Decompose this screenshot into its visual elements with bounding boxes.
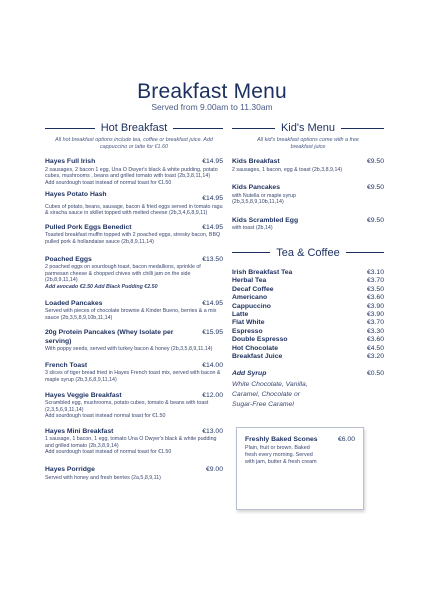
item-name: 20g Protein Pancakes (Whey Isolate per serving) bbox=[45, 329, 174, 345]
menu-item bbox=[45, 158, 223, 186]
item-addon: Add sourdough toast instead normal toast for €1.50 bbox=[45, 413, 166, 420]
item-addon: Add sourdough toast instead of normal toast for €1.50 bbox=[45, 449, 172, 456]
drink-name: Decaf Coffee bbox=[232, 285, 274, 293]
drink-name: Herbal Tea bbox=[232, 277, 267, 285]
syrup-name: Add Syrup bbox=[232, 370, 267, 378]
item-price: €14.95 bbox=[202, 223, 223, 231]
item-description: with Nutella or maple syrup (2b,3,5,8,9,10b,11,14) bbox=[232, 192, 296, 206]
item-name: Hayes Veggie Breakfast bbox=[45, 391, 122, 399]
drink-name: Espresso bbox=[232, 327, 263, 335]
divider bbox=[45, 128, 95, 129]
item-description: With poppy seeds, served with turkey bacon & honey (2b,3,5,8,9,11,14) bbox=[45, 346, 213, 353]
item-price: €9.00 bbox=[205, 466, 223, 474]
drink-row bbox=[232, 269, 384, 277]
item-description: 2 sausages, 2 bacon 1 egg, Una O Dwyer's black & white pudding, potato cubes, mushrooms , beans and grilled tomato with toast (2b,3,8,11,14) bbox=[45, 166, 218, 180]
drink-row bbox=[232, 328, 384, 336]
hot-breakfast-section bbox=[45, 121, 223, 481]
item-price: €9.50 bbox=[366, 184, 384, 192]
drink-name: Breakfast Juice bbox=[232, 352, 283, 360]
drink-row bbox=[232, 336, 384, 344]
item-name: Pulled Pork Eggs Benedict bbox=[45, 223, 132, 231]
menu-item bbox=[45, 392, 223, 420]
drinks-list bbox=[232, 269, 384, 361]
kids-menu-section bbox=[232, 121, 384, 410]
menu-item bbox=[45, 362, 223, 384]
drink-name: Americano bbox=[232, 294, 268, 302]
drink-name: Latte bbox=[232, 310, 249, 318]
item-name: French Toast bbox=[45, 361, 88, 369]
item-description: 2 poached eggs on sourdough toast, bacon medallions, sprinkle of parmesan cheese & chopped chives with chilli jam on the side (2b,8,9,11,14) bbox=[45, 264, 201, 284]
menu-item bbox=[232, 217, 384, 232]
hot-breakfast-note: All hot breakfast options include tea, coffee or breakfast juice. Add cappuccino or latte for €1.60 bbox=[55, 137, 213, 150]
drink-price: €3.10 bbox=[366, 268, 384, 276]
drink-row bbox=[232, 286, 384, 294]
divider bbox=[232, 128, 275, 129]
item-addon: Add sourdough toast instead of normal toast for €1.50 bbox=[45, 179, 172, 186]
section-title: Kid's Menu bbox=[280, 122, 336, 134]
item-name: Kids Breakfast bbox=[232, 158, 280, 165]
item-price: €13.00 bbox=[202, 427, 223, 435]
item-name: Hayes Full Irish bbox=[45, 158, 96, 165]
drink-name: Double Espresso bbox=[232, 336, 288, 344]
item-price: €14.95 bbox=[202, 195, 223, 203]
drink-price: €3.50 bbox=[366, 285, 384, 293]
page-title: Breakfast Menu bbox=[137, 80, 287, 103]
scone-description: Plain, fruit or brown. Baked fresh every morning. Served with jam, butter & fresh cream bbox=[245, 445, 317, 466]
drink-price: €3.60 bbox=[366, 294, 384, 302]
item-price: €12.00 bbox=[202, 391, 223, 399]
syrup-flavours: White Chocolate, Vanilla, Caramel, Chocolate or Sugar-Free Caramel bbox=[232, 380, 308, 408]
item-description: with toast (2b,14) bbox=[232, 225, 273, 232]
section-title: Tea & Coffee bbox=[276, 246, 340, 259]
drink-row bbox=[232, 303, 384, 311]
item-name: Hayes Potato Hash bbox=[45, 191, 107, 199]
drink-price: €3.20 bbox=[366, 352, 384, 360]
drink-row bbox=[232, 311, 384, 319]
drink-row bbox=[232, 277, 384, 285]
item-price: €14.95 bbox=[202, 158, 223, 165]
item-name: Loaded Pancakes bbox=[45, 299, 103, 307]
item-name: Kids Pancakes bbox=[232, 184, 280, 192]
item-name: Hayes Mini Breakfast bbox=[45, 427, 114, 435]
menu-item bbox=[45, 329, 223, 353]
section-title: Hot Breakfast bbox=[100, 122, 168, 134]
menu-item bbox=[45, 256, 223, 291]
drink-name: Cappuccino bbox=[232, 302, 271, 310]
item-description: Toasted breakfast muffin topped with 2 poached eggs, stresky bacon, BBQ pulled pork & hollandaise sauce (2b,8,9,11,14) bbox=[45, 232, 221, 246]
menu-item bbox=[45, 191, 223, 217]
item-name: Kids Scrambled Egg bbox=[232, 216, 299, 224]
item-description: Cubes of potato, beans, sausage, bacon & fried eggs served in tomato ragu & siracha sauce in skillet topped with melted cheese (2b,3,4,6,8,9,11) bbox=[45, 203, 223, 217]
divider bbox=[232, 252, 270, 253]
kids-menu-note: All kid's breakfast options come with a free breakfast juice bbox=[257, 137, 359, 150]
drink-row bbox=[232, 319, 384, 327]
item-price: €15.95 bbox=[202, 329, 223, 337]
service-hours: Served from 9.00am to 11.30am bbox=[151, 102, 273, 112]
menu-item bbox=[45, 224, 223, 246]
item-name: Hayes Porridge bbox=[45, 466, 95, 474]
menu-item bbox=[45, 466, 223, 481]
drink-price: €3.60 bbox=[366, 336, 384, 344]
divider bbox=[173, 128, 223, 129]
drink-price: €3.70 bbox=[366, 277, 384, 285]
drink-name: Hot Chocolate bbox=[232, 344, 279, 352]
menu-item bbox=[232, 158, 384, 173]
item-description: Served with honey and fresh berries (2a,5,8,9,11) bbox=[45, 474, 161, 481]
item-price: €9.50 bbox=[366, 158, 384, 165]
item-price: €14.95 bbox=[202, 299, 223, 307]
drink-price: €3.70 bbox=[366, 319, 384, 327]
drink-price: €3.30 bbox=[366, 327, 384, 335]
syrup-price: €0.50 bbox=[366, 370, 384, 378]
item-price: €14.00 bbox=[202, 361, 223, 369]
drink-row bbox=[232, 294, 384, 302]
hot-breakfast-heading bbox=[45, 121, 223, 135]
divider bbox=[341, 128, 384, 129]
drink-price: €3.90 bbox=[366, 310, 384, 318]
drink-price: €4.50 bbox=[366, 344, 384, 352]
item-price: €13.50 bbox=[202, 255, 223, 263]
item-description: Served with pieces of chocolate brownie & Kinder Bueno, berries & a mix sauce (2b,3,5,8,9,10b,11,14) bbox=[45, 308, 217, 321]
scone-price: €6.00 bbox=[337, 436, 355, 443]
drink-name: Irish Breakfast Tea bbox=[232, 268, 293, 276]
drink-row bbox=[232, 345, 384, 353]
syrup-option bbox=[232, 370, 384, 410]
item-price: €9.50 bbox=[366, 216, 384, 224]
item-name: Poached Eggs bbox=[45, 255, 92, 263]
item-description: 3 slices of tiger bread fried in Hayes French toast mix, served with bacon & maple syrup (2b,3,6,8,9,11,14) bbox=[45, 370, 221, 383]
kids-menu-heading bbox=[232, 121, 384, 135]
item-description: 1 sausage, 1 bacon, 1 egg, tomato Una O Dwyer's black & white pudding and grilled tomato (2b,3,8,9,14) bbox=[45, 436, 217, 449]
tea-coffee-heading bbox=[232, 246, 384, 260]
item-description: Scrambled egg, mushrooms, potato cubes, tomato & beans with toast (2,3,5,6,9,11,14) bbox=[45, 400, 209, 413]
scones-card bbox=[236, 427, 364, 510]
menu-item bbox=[45, 300, 223, 322]
menu-item bbox=[45, 428, 223, 456]
drink-price: €3.90 bbox=[366, 302, 384, 310]
drink-name: Flat White bbox=[232, 319, 265, 327]
item-description: 2 sausages, 1 bacon, egg & toast (2b,3,8,9,14) bbox=[232, 166, 343, 173]
drink-row bbox=[232, 353, 384, 361]
item-addon: Add avocado €2.50 Add Black Pudding €2.50 bbox=[45, 283, 158, 290]
scone-name: Freshly Baked Scones bbox=[245, 436, 318, 443]
menu-item bbox=[232, 184, 384, 206]
divider bbox=[346, 252, 384, 253]
